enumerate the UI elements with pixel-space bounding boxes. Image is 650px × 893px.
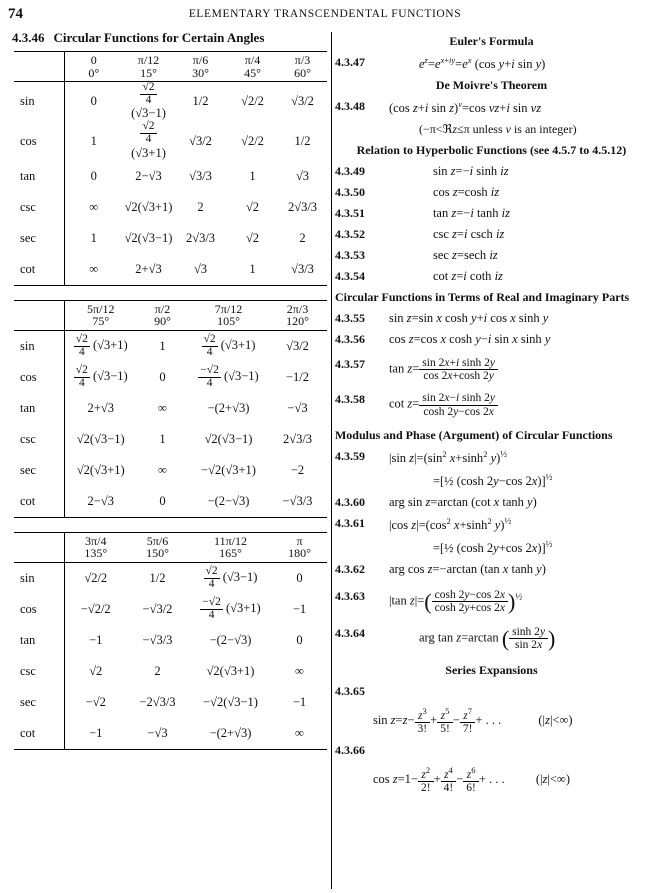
cell: 2 <box>154 663 161 678</box>
heading-de-moivre: De Moivre's Theorem <box>435 78 548 93</box>
table-2-wrapper <box>14 300 327 518</box>
table-row <box>14 254 327 286</box>
equation-body: |tan z|=( $\frac{\cosh 2y-\cos 2x}{\cosh 2y+\cos 2x}$ )$^{\frac{1}{2}}$ <box>388 588 523 615</box>
row-label: csc <box>14 192 65 223</box>
cell: 2√3/3 <box>282 431 313 446</box>
row-label: cos <box>14 362 65 393</box>
table-row <box>14 82 327 122</box>
cell: −1 <box>292 694 307 709</box>
equation-number: 4.3.62 <box>334 562 365 577</box>
cell: −√2/2 <box>80 601 111 616</box>
cell: −(2+√3) <box>207 400 250 415</box>
col-head: 0 0° <box>88 52 100 80</box>
cell: √2 <box>89 663 103 678</box>
table-row <box>14 362 327 393</box>
table-row <box>14 455 327 486</box>
row-label: sec <box>14 687 65 718</box>
equation-body: arg tan z=arctan ( $\frac{\sinh 2y}{\sin 2x}$ ) <box>418 625 556 652</box>
cell: √2(√3−1) <box>124 230 173 245</box>
cell: ∞ <box>89 261 99 276</box>
table-corner <box>14 532 65 562</box>
equation-number: 4.3.64 <box>334 626 365 641</box>
equation-4-3-54 <box>333 269 650 284</box>
equation-4-3-51 <box>333 206 650 221</box>
cell: √2(√3+1) <box>76 462 125 477</box>
table-corner <box>14 52 65 82</box>
cell: ∞ <box>295 725 304 740</box>
cell: √3 <box>193 261 208 276</box>
cell: 2√3/3 <box>185 230 216 245</box>
cell: $\frac{√2}{4}$ (√3−1) <box>205 565 258 590</box>
equation-number: 4.3.52 <box>334 227 365 242</box>
heading-series-expansions: Series Expansions <box>445 663 538 678</box>
row-label: cot <box>14 718 65 750</box>
row-label: sin <box>14 562 65 594</box>
cell: 1 <box>159 338 166 353</box>
col-head: 11π/12 165° <box>214 533 247 561</box>
cell: 0 <box>296 570 303 585</box>
cell: $\frac{-√2}{4}$ (√3−1) <box>200 364 259 389</box>
cell: −1/2 <box>285 369 310 384</box>
equation-number: 4.3.57 <box>334 357 365 372</box>
running-head: ELEMENTARY TRANSCENDENTAL FUNCTIONS <box>188 8 462 20</box>
col-head: 5π/12 75° <box>87 301 115 329</box>
cell: −(2−√3) <box>209 632 252 647</box>
cell: √3/2 <box>286 338 309 353</box>
cell: 2−√3 <box>87 493 114 508</box>
equation-4-3-65 <box>333 684 650 699</box>
cell: √3/2 <box>189 133 212 148</box>
equation-body: csc z=i csch iz <box>432 227 505 242</box>
equation-body: cos z=cosh iz <box>432 185 500 200</box>
equation-number: 4.3.54 <box>334 269 365 284</box>
cell: −(2−√3) <box>207 493 250 508</box>
equation-4-3-60 <box>333 495 650 510</box>
cell: −√2 <box>85 694 106 709</box>
cell: 2 <box>197 199 204 214</box>
page-header <box>0 6 650 26</box>
equation-4-3-64 <box>333 626 650 651</box>
cell: −2√3/3 <box>139 694 176 709</box>
cell: −√3/2 <box>142 601 173 616</box>
equation-number: 4.3.48 <box>334 99 365 114</box>
equation-number: 4.3.66 <box>334 743 365 758</box>
table-row <box>14 625 327 656</box>
equation-4-3-52 <box>333 227 650 242</box>
cell: √3/3 <box>189 168 212 183</box>
row-label: sec <box>14 455 65 486</box>
equation-body: sin z=−i sinh iz <box>432 164 509 179</box>
equation-number: 4.3.49 <box>334 164 365 179</box>
cell: $\frac{√2}{4}$ (√3−1) <box>131 81 166 121</box>
equation-body: sec z=sech iz <box>432 248 498 263</box>
table-row <box>14 687 327 718</box>
row-label: cos <box>14 121 65 160</box>
cell: 1/2 <box>192 94 209 109</box>
equation-number: 4.3.65 <box>334 684 365 699</box>
equation-body: cot z=i coth iz <box>432 269 503 284</box>
col-head: π/12 15° <box>137 52 160 80</box>
cell: 1/2 <box>294 133 311 148</box>
cell: √2(√3−1) <box>76 431 125 446</box>
equation-4-3-48 <box>333 99 650 116</box>
cell: 2√3/3 <box>287 199 318 214</box>
equation-4-3-61 <box>333 516 650 533</box>
col-head: 5π/6 150° <box>146 533 169 561</box>
left-column <box>0 28 327 802</box>
equation-number: 4.3.53 <box>334 248 365 263</box>
cell: √2/2 <box>241 133 264 148</box>
equation-4-3-65-body <box>333 707 650 735</box>
equation-4-3-55 <box>333 311 650 326</box>
heading-relation-hyperbolic: Relation to Hyperbolic Functions (see 4.5.7 to 4.5.12) <box>356 143 627 158</box>
equation-body: cos z=1− $\frac{z^2}{2!}$ + $\frac{z^4}{4!}$ − $\frac{z^6}{6!}$ + . . . (|z|<∞) <box>372 765 571 795</box>
cell: 1 <box>159 431 166 446</box>
cell: 1 <box>249 168 256 183</box>
page <box>0 6 650 893</box>
table-row <box>14 594 327 625</box>
table-row <box>14 656 327 687</box>
row-label: sin <box>14 330 65 362</box>
cell: ∞ <box>158 462 167 477</box>
cell: ∞ <box>158 400 167 415</box>
cell: √2(√3−1) <box>204 431 253 446</box>
equation-body: =[½ (cosh 2y−cos 2x)]$^{\frac{1}{2}}$ <box>432 471 553 488</box>
heading-real-imaginary: Circular Functions in Terms of Real and Imaginary Parts <box>334 290 630 305</box>
cell: √2/2 <box>84 570 108 585</box>
cell: √2/2 <box>241 94 264 109</box>
right-column <box>327 28 650 802</box>
equation-body: |sin $z|=(\sin^2$ $x+\sinh^2$ y)$^{\frac{1}{2}}$ <box>388 448 508 465</box>
col-head: π/6 30° <box>192 52 209 80</box>
equation-number: 4.3.56 <box>334 332 365 347</box>
equation-4-3-66 <box>333 743 650 758</box>
cell: 1/2 <box>149 570 166 585</box>
equation-number: 4.3.51 <box>334 206 365 221</box>
equation-4-3-57 <box>333 357 650 382</box>
equation-body: arg sin z=arctan (cot x tanh y) <box>388 494 537 509</box>
equation-body: arg cos z=−arctan (tan x tanh y) <box>388 562 546 577</box>
equation-number: 4.3.58 <box>334 392 365 407</box>
cell: 0 <box>159 493 166 508</box>
cell: 1 <box>90 230 97 245</box>
equation-condition: (|z|<∞) <box>535 772 571 787</box>
row-label: cot <box>14 254 65 286</box>
cell: 0 <box>90 94 97 109</box>
equation-4-3-63 <box>333 589 650 614</box>
row-label: cot <box>14 486 65 518</box>
col-head: 7π/12 105° <box>214 301 243 329</box>
cell: 0 <box>159 369 166 384</box>
cell: ∞ <box>89 199 99 214</box>
table-row <box>14 223 327 254</box>
equation-4-3-50 <box>333 185 650 200</box>
cell: −√3 <box>147 725 168 740</box>
equation-4-3-59 <box>333 449 650 466</box>
cell: −1 <box>292 601 307 616</box>
equation-4-3-56 <box>333 332 650 347</box>
equation-body: tan z=−i tanh iz <box>432 206 510 221</box>
row-label: tan <box>14 161 65 192</box>
cell: −(2+√3) <box>209 725 252 740</box>
table-row <box>14 121 327 160</box>
table-row <box>14 718 327 750</box>
equation-4-3-53 <box>333 248 650 263</box>
row-label: tan <box>14 393 65 424</box>
cell: √3/2 <box>291 94 314 109</box>
equation-body: cot z= $\frac{\text{sin 2x−i sinh 2y}}{\cosh 2y-\cos 2x}$ <box>389 392 650 417</box>
cell: 1 <box>90 133 97 148</box>
cell: √2(√3+1) <box>124 199 173 214</box>
col-head: 3π/4 135° <box>84 533 108 561</box>
equation-number: 4.3.60 <box>334 494 365 509</box>
table-row <box>14 192 327 223</box>
section-heading <box>12 30 327 46</box>
equation-4-3-59-cont <box>333 472 650 489</box>
equation-4-3-66-body <box>333 766 650 794</box>
equation-number: 4.3.47 <box>334 55 365 69</box>
table-row <box>14 424 327 455</box>
cell: 2−√3 <box>135 168 162 183</box>
equation-4-3-58 <box>333 392 650 417</box>
row-label: sec <box>14 223 65 254</box>
cell: $\frac{√2}{4}$ (√3+1) <box>203 333 256 358</box>
table-header-row <box>14 52 327 82</box>
section-number: 4.3.46 <box>12 30 45 45</box>
equation-number: 4.3.63 <box>334 589 365 604</box>
equation-4-3-62 <box>333 562 650 577</box>
row-label: sin <box>14 82 65 122</box>
equation-body: $e^z=e^{x+iy}=e^x$ (cos y+i sin y) <box>418 55 546 72</box>
cell: √2 <box>245 230 260 245</box>
table-3-wrapper <box>14 532 327 750</box>
cell: $\frac{√2}{4}$ (√3+1) <box>75 333 128 358</box>
cell: √2(√3+1) <box>206 663 255 678</box>
table-1-wrapper <box>14 51 327 286</box>
cell: 2+√3 <box>87 400 114 415</box>
table-header-row <box>14 300 327 330</box>
row-label: tan <box>14 625 65 656</box>
equation-4-3-61-cont <box>333 539 650 556</box>
cell: −√3/3 <box>282 493 313 508</box>
angle-table-2 <box>14 300 327 518</box>
cell: 1 <box>249 261 256 276</box>
table-row <box>14 393 327 424</box>
col-head: π/2 90° <box>154 301 171 329</box>
cell: $\frac{√2}{4}$ (√3+1) <box>131 120 166 160</box>
cell: $\frac{√2}{4}$ (√3−1) <box>75 364 128 389</box>
cell: √2 <box>245 199 260 214</box>
equation-number: 4.3.59 <box>334 448 365 463</box>
row-label: csc <box>14 424 65 455</box>
equation-number: 4.3.55 <box>334 311 365 326</box>
equation-body: sin z=sin x cosh y+i cos x sinh y <box>388 311 549 326</box>
equation-number: 4.3.50 <box>334 185 365 200</box>
equation-body: (cos z+i sin z)$^\nu$=cos νz+i sin νz <box>388 99 542 116</box>
table-header-row <box>14 532 327 562</box>
cell: −√2(√3−1) <box>203 694 258 709</box>
equation-4-3-49 <box>333 164 650 179</box>
col-head: 2π/3 120° <box>286 301 309 329</box>
angle-table-1 <box>14 51 327 286</box>
cell: −1 <box>89 632 103 647</box>
table-row <box>14 562 327 594</box>
equation-body: =[½ (cosh 2y+cos 2x)]$^{\frac{1}{2}}$ <box>432 539 553 556</box>
table-corner <box>14 300 65 330</box>
heading-modulus-phase: Modulus and Phase (Argument) of Circular Functions <box>334 427 613 442</box>
section-title: Circular Functions for Certain Angles <box>53 30 265 45</box>
table-row <box>14 161 327 192</box>
equation-body: sin z=z− $\frac{z^3}{3!}$ + $\frac{z^5}{5!}$ − $\frac{z^7}{7!}$ + . . . (|z|<∞) <box>372 706 573 736</box>
cell: ∞ <box>295 663 304 678</box>
equation-number: 4.3.61 <box>334 515 365 530</box>
cell: −2 <box>290 462 305 477</box>
two-column-body <box>0 28 650 802</box>
table-row <box>14 330 327 362</box>
cell: −1 <box>89 725 103 740</box>
col-head: π/3 60° <box>294 52 311 80</box>
cell: 2+√3 <box>135 261 162 276</box>
col-head: π/4 45° <box>244 52 261 80</box>
equation-4-3-47 <box>333 55 650 72</box>
equation-condition: (|z|<∞) <box>538 713 573 728</box>
row-label: cos <box>14 594 65 625</box>
cell: −√3 <box>287 400 308 415</box>
cell: 0 <box>90 168 97 183</box>
equation-body: |cos $z|=(\cos^2$ $x+\sinh^2$ y)$^{\frac{1}{2}}$ <box>388 515 512 533</box>
heading-euler-formula: Euler's Formula <box>449 34 534 48</box>
cell: −√3/3 <box>142 632 173 647</box>
equation-body: tan z= $\frac{\text{sin 2x+i sinh 2y}}{\cos 2x+\cosh 2y}$ <box>389 357 650 382</box>
table-row <box>14 486 327 518</box>
cell: −√2(√3+1) <box>201 462 256 477</box>
cell: 2 <box>299 230 306 245</box>
angle-table-3 <box>14 532 327 750</box>
equation-body: cos z=cos x cosh y−i sin x sinh y <box>388 332 551 347</box>
cell: $\frac{-√2}{4}$ (√3+1) <box>202 596 261 621</box>
cell: √3/3 <box>291 261 314 276</box>
row-label: csc <box>14 656 65 687</box>
page-number: 74 <box>8 6 23 22</box>
column-divider <box>331 32 332 889</box>
cell: 0 <box>296 632 303 647</box>
equation-note-4-3-48: (−π<ℜz≤π unless ν is an integer) <box>418 122 577 137</box>
cell: √3 <box>295 168 310 183</box>
col-head: π 180° <box>288 533 311 561</box>
